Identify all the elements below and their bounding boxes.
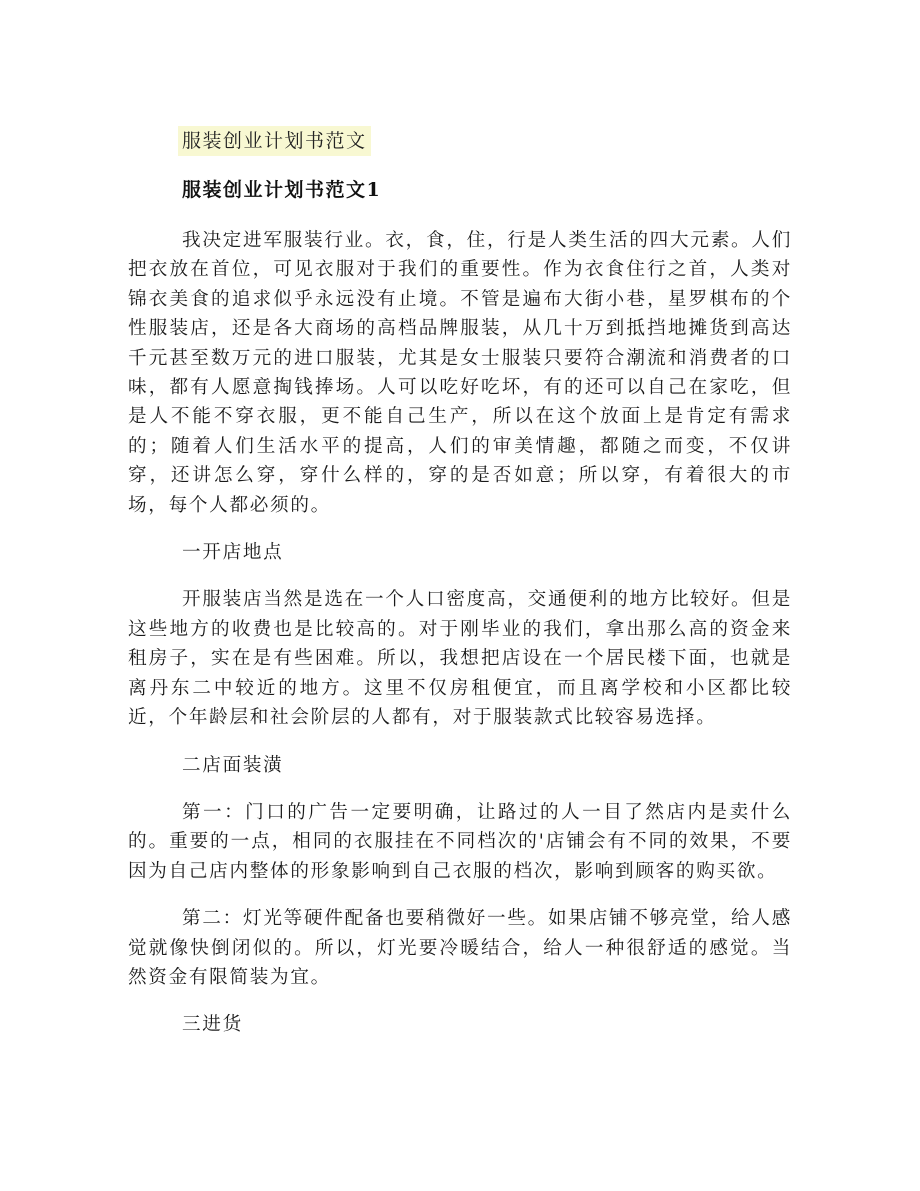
heading-purchasing: 三进货 bbox=[182, 1014, 243, 1036]
paragraph-decoration-first: 第一：门口的广告一定要明确，让路过的人一目了然店内是卖什么的。重要的一点，相同的衣服挂在不同档次的'店铺会有不同的效果，不要因为自己店内整体的形象影响到自己衣服的档次，影响到顾客的购买欲。 bbox=[128, 801, 792, 882]
paragraph-shop-location: 开服装店当然是选在一个人口密度高，交通便利的地方比较好。但是这些地方的收费也是比较高的。对于刚毕业的我们，拿出那么高的资金来租房子，实在是有些困难。所以，我想把店设在一个居民楼下面，也就是离丹东二中较近的地方。这里不仅房租便宜，而且离学校和小区都比较近，个年龄层和社会阶层的人都有，对于服装款式比较容易选择。 bbox=[128, 589, 792, 729]
section-title: 服装创业计划书范文1 bbox=[182, 179, 382, 201]
heading-shop-location: 一开店地点 bbox=[182, 542, 284, 564]
document-title: 服装创业计划书范文 bbox=[178, 126, 371, 156]
heading-shop-decoration: 二店面装潢 bbox=[182, 754, 284, 776]
document-body bbox=[128, 226, 792, 1058]
paragraph-intro: 我决定进军服装行业。衣，食，住，行是人类生活的四大元素。人们把衣放在首位，可见衣服对于我们的重要性。作为衣食住行之首，人类对锦衣美食的追求似乎永远没有止境。不管是遍布大街小巷，星罗棋布的个性服装店，还是各大商场的高档品牌服装，从几十万到抵挡地摊货到高达千元甚至数万元的进口服装，尤其是女士服装只要符合潮流和消费者的口味，都有人愿意掏钱捧场。人可以吃好吃坏，有的还可以自己在家吃，但是人不能不穿衣服，更不能自己生产，所以在这个放面上是肯定有需求的；随着人们生活水平的提高，人们的审美情趣，都随之而变，不仅讲穿，还讲怎么穿，穿什么样的，穿的是否如意；所以穿，有着很大的市场，每个人都必须的。 bbox=[128, 230, 792, 516]
paragraph-decoration-second: 第二：灯光等硬件配备也要稍微好一些。如果店铺不够亮堂，给人感觉就像快倒闭似的。所以，灯光要冷暖结合，给人一种很舒适的感觉。当然资金有限简装为宜。 bbox=[128, 908, 792, 988]
